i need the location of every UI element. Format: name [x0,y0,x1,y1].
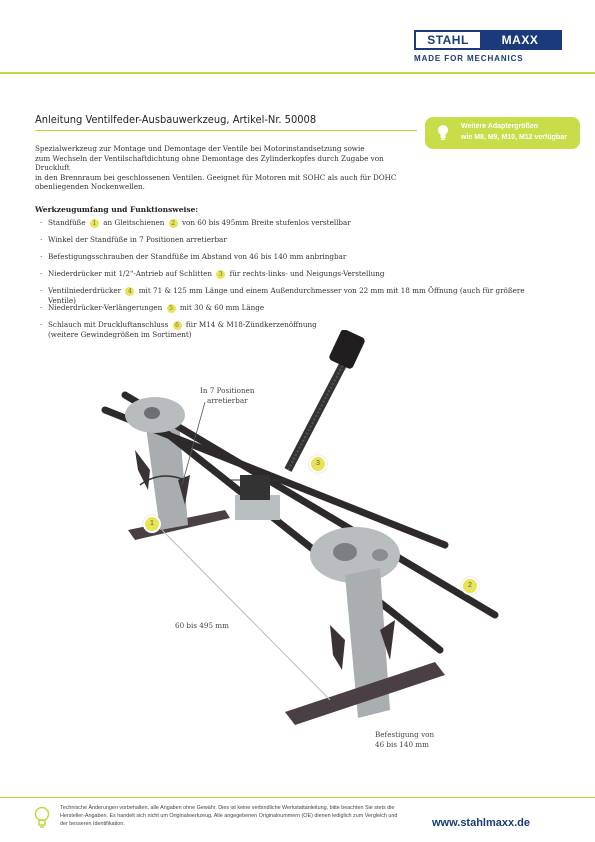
tagline: MADE FOR MECHANICS [414,54,524,63]
intro-line: zum Wechseln der Ventilschaftdichtung ohne Demontage des Zylinderkopfes durch Zugabe von Druckluft [35,153,384,173]
intro-line: Spezialwerkzeug zur Montage und Demontage der Ventile bei Motorinstandsetzung sowie [35,144,365,153]
list-item-text: Schlauch mit Druckluftanschluss [48,320,169,329]
tool-illustration [90,330,530,770]
number-badge: 2 [169,219,178,228]
list-item: · Niederdrücker mit 1/2"-Antrieb auf Schlitten 3 für rechts-links- und Neigungs-Verstellung [40,269,385,278]
list-item-text: für M14 & M18-Zündkerzenöffnung [185,320,317,329]
right-ratchet [330,625,345,670]
callout-text: Befestigung von [375,730,435,739]
list-item: · Standfüße 1 an Gleitschienen 2 von 60 bis 495mm Breite stufenlos verstellbar [40,218,351,227]
list-item-text: Niederdrücker mit 1/2"-Antrieb auf Schlitten [48,269,213,278]
list-item: · Schlauch mit Druckluftanschluss 6 für M14 & M18-Zündkerzenöffnung (weitere Gewindegrößen im Sortiment) [48,320,548,342]
mount-range-label [375,730,434,750]
intro-line: in den Brennraum bei geschlossenen Ventilen. Geeignet für Motoren mit SOHC als auch für DOHC [35,172,397,182]
list-item-text: mit 30 & 60 mm Länge [179,303,265,312]
info-box-line-1: Weitere Adaptergrößen [461,123,539,130]
footer-disclaimer: Technische Änderungen vorbehalten, alle Angaben ohne Gewähr. Dies ist keine verbindliche Werkstattanleitung, bitte beachten Sie stets die Hersteller-Angaben. Es handelt sich nicht um Originalwerkzeug. Alle angegebenen Originalnummern (OE) dienen lediglich zum Vergleich und der besseren Identifikation. [60,805,398,827]
section-heading: Werkzeugumfang und Funktionsweise: [35,205,199,214]
logo-part-1: STAHL [416,32,480,48]
list-item: · Befestigungsschrauben der Standfüße im Abstand von 46 bis 140 mm anbringbar [40,252,347,261]
callout-badge-3: 3 [309,455,327,473]
title-underline [35,130,417,131]
intro-line: obenliegenden Nockenwellen. [35,182,145,192]
width-range-label: 60 bis 495 mm [175,621,229,630]
logo-part-2: MAXX [480,32,560,48]
feature-list [40,218,548,342]
number-badge: 4 [125,287,134,296]
list-item-text: an Gleitschienen [103,218,165,227]
list-item-text: Standfüße [48,218,86,227]
callout-badge-2: 2 [461,577,479,595]
spindle-handle [328,330,366,370]
lightbulb-icon [436,124,450,142]
header-divider [0,72,595,74]
list-item-text: für rechts-links- und Neigungs-Verstellung [229,269,385,278]
list-item-text: Ventilniederdrücker [48,286,122,295]
width-dimension-line [162,530,330,700]
callout-text: 46 bis 140 mm [375,740,429,749]
page-title: Anleitung Ventilfeder-Ausbauwerkzeug, Artikel-Nr. 50008 [35,113,317,126]
callout-text: arretierbar [206,396,248,405]
intro-paragraph [35,144,415,192]
list-item: · Ventilniederdrücker 4 mit 71 & 125 mm Länge und einem Außendurchmesser von 22 mm mit 18 mm Öffnung (auch für größere Ventile) [40,286,525,305]
callout-badge-1: 1 [143,515,161,533]
brand-logo [414,30,562,50]
number-badge: 5 [167,304,176,313]
list-item-continuation: (weitere Gewindegrößen im Sortiment) [48,330,192,339]
list-item-text: Befestigungsschrauben der Standfüße im Abstand von 46 bis 140 mm anbringbar [48,252,347,261]
list-item-text: von 60 bis 495mm Breite stufenlos verstellbar [181,218,351,227]
callout-text: In 7 Positionen [200,386,255,395]
list-item: · Niederdrücker-Verlängerungen 5 mit 30 & 60 mm Länge [40,303,265,312]
lightbulb-icon [33,806,51,830]
list-item-text: Winkel der Standfüße in 7 Positionen arretierbar [48,235,227,244]
number-badge: 1 [90,219,99,228]
positions-callout [200,386,255,406]
list-item-text: Niederdrücker-Verlängerungen [48,303,163,312]
info-box-line-2: wie M8, M9, M10, M12 verfügbar [461,134,567,141]
footer-divider [0,797,595,798]
website-link[interactable]: www.stahlmaxx.de [432,817,531,829]
number-badge: 6 [173,321,182,330]
number-badge: 3 [216,270,225,279]
info-box-text [461,121,567,143]
list-item-text: mit 71 & 125 mm Länge und einem Außendurchmesser von 22 mm mit 18 mm Öffnung (auch für größere Ventile) [48,286,525,305]
list-item: · Winkel der Standfüße in 7 Positionen arretierbar [40,235,227,244]
